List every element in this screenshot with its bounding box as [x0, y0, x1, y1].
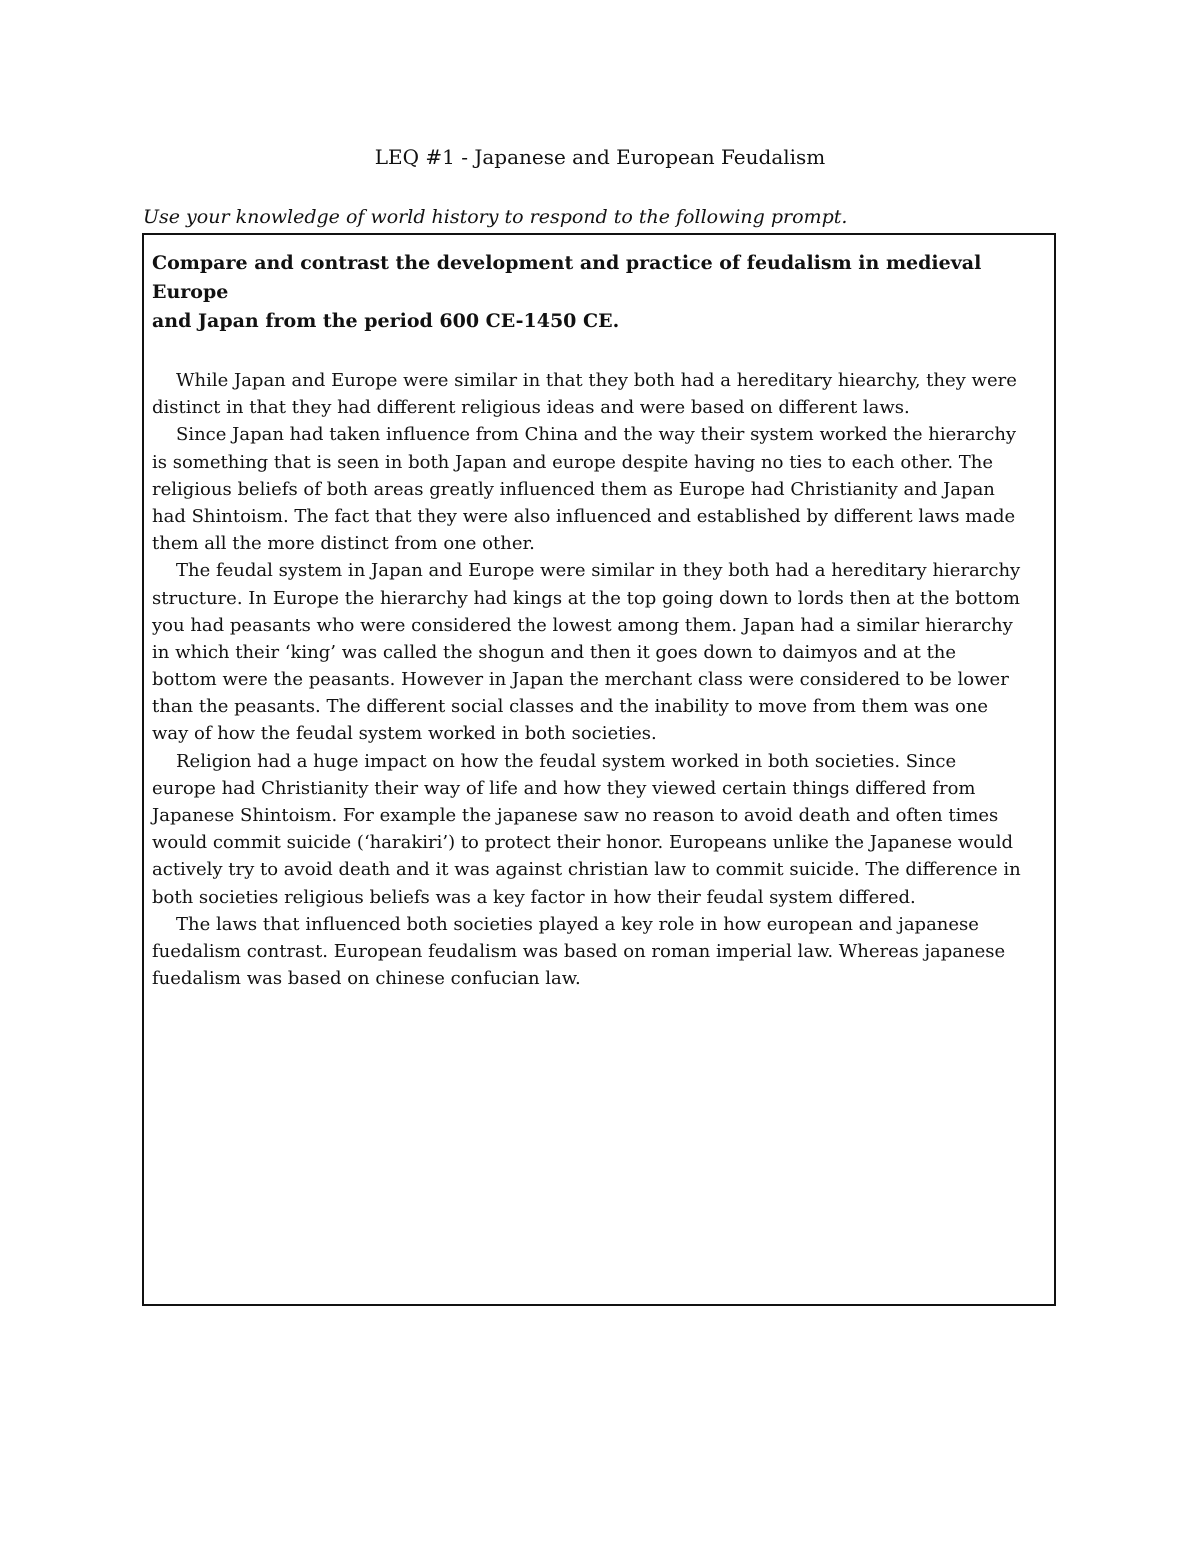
essay-line: structure. In Europe the hierarchy had kings at the top going down to lords then at the bottom [152, 587, 1020, 609]
prompt-line: and Japan from the period 600 CE-1450 CE. [152, 310, 620, 332]
essay-line: fuedalism contrast. European feudalism was based on roman imperial law. Whereas japanese [152, 940, 1006, 962]
essay-line: had Shintoism. The fact that they were also influenced and established by different laws made [152, 505, 1016, 527]
essay-line: bottom were the peasants. However in Japan the merchant class were considered to be lower [152, 669, 1009, 691]
essay-line: Religion had a huge impact on how the feudal system worked in both societies. Since [176, 750, 957, 772]
essay-line: is something that is seen in both Japan and europe despite having no ties to each other. The [152, 451, 994, 473]
essay-line: in which their ‘king’ was called the shogun and then it goes down to daimyos and at the [152, 641, 957, 663]
prompt-line: Compare and contrast the development and practice of feudalism in medieval Europe [152, 252, 982, 303]
essay-line: actively try to avoid death and it was against christian law to commit suicide. The difference in [152, 859, 1021, 881]
essay-line: The feudal system in Japan and Europe were similar in they both had a hereditary hierarchy [176, 560, 1021, 582]
essay-line: way of how the feudal system worked in both societies. [152, 723, 657, 745]
essay-line: Japanese Shintoism. For example the japanese saw no reason to avoid death and often times [152, 805, 999, 826]
essay-body [152, 367, 1046, 992]
essay-prompt [152, 249, 1046, 336]
essay-line: you had peasants who were considered the lowest among them. Japan had a similar hierarchy [152, 614, 1013, 636]
essay-line: europe had Christianity their way of life and how they viewed certain things differed from [152, 777, 976, 799]
essay-line: religious beliefs of both areas greatly influenced them as Europe had Christianity and Japan [152, 478, 995, 500]
response-box [142, 233, 1056, 1306]
essay-line: than the peasants. The different social classes and the inability to move from them was one [152, 696, 989, 718]
document-title: LEQ #1 - Japanese and European Feudalism [374, 145, 826, 169]
instruction-text: Use your knowledge of world history to respond to the following prompt. [143, 206, 848, 228]
essay-line: fuedalism was based on chinese confucian law. [152, 968, 581, 990]
essay-line: While Japan and Europe were similar in that they both had a hereditary hiearchy, they were [176, 370, 1017, 391]
essay-line: would commit suicide (‘harakiri’) to protect their honor. Europeans unlike the Japanese would [152, 832, 1013, 854]
essay-line: The laws that influenced both societies played a key role in how european and japanese [176, 913, 979, 935]
essay-line: Since Japan had taken influence from China and the way their system worked the hierarchy [176, 424, 1017, 446]
essay-line: both societies religious beliefs was a key factor in how their feudal system differed. [152, 886, 916, 908]
essay-line: them all the more distinct from one other. [152, 533, 535, 555]
essay-line: distinct in that they had different religious ideas and were based on different laws. [152, 397, 910, 419]
